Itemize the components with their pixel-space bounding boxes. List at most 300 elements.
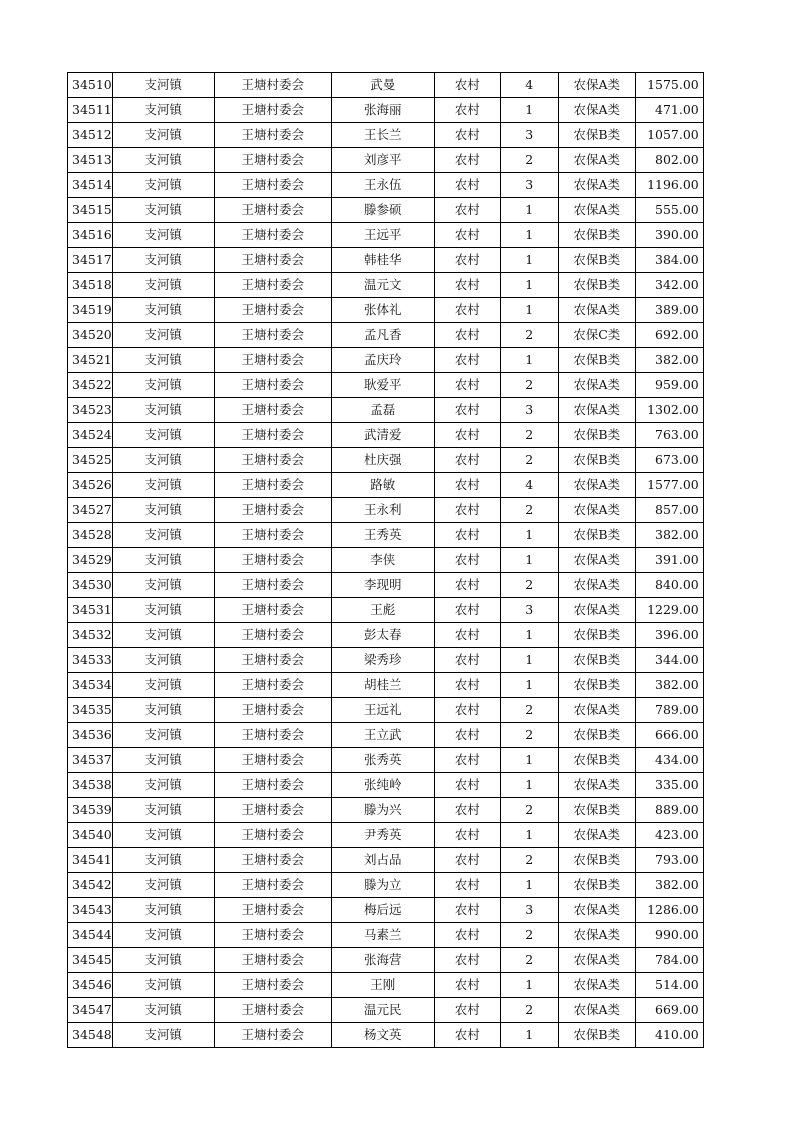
cell-count: 2 [500, 423, 558, 448]
cell-town: 支河镇 [112, 298, 214, 323]
cell-area: 农村 [434, 373, 500, 398]
cell-count: 1 [500, 823, 558, 848]
cell-id: 34514 [68, 173, 113, 198]
cell-area: 农村 [434, 248, 500, 273]
cell-committee: 王塘村委会 [214, 848, 331, 873]
cell-name: 王立武 [331, 723, 434, 748]
cell-committee: 王塘村委会 [214, 148, 331, 173]
cell-count: 1 [500, 748, 558, 773]
cell-area: 农村 [434, 123, 500, 148]
cell-id: 34521 [68, 348, 113, 373]
cell-name: 路敏 [331, 473, 434, 498]
cell-amount: 840.00 [635, 573, 703, 598]
cell-id: 34536 [68, 723, 113, 748]
cell-name: 彭太春 [331, 623, 434, 648]
table-row [68, 698, 704, 723]
cell-id: 34548 [68, 1023, 113, 1048]
cell-town: 支河镇 [112, 798, 214, 823]
cell-area: 农村 [434, 473, 500, 498]
cell-name: 李现明 [331, 573, 434, 598]
cell-committee: 王塘村委会 [214, 598, 331, 623]
cell-category: 农保B类 [558, 273, 635, 298]
cell-count: 1 [500, 673, 558, 698]
table-row [68, 448, 704, 473]
cell-id: 34510 [68, 73, 113, 98]
cell-id: 34547 [68, 998, 113, 1023]
cell-town: 支河镇 [112, 348, 214, 373]
cell-area: 农村 [434, 873, 500, 898]
cell-town: 支河镇 [112, 448, 214, 473]
cell-category: 农保A类 [558, 73, 635, 98]
cell-area: 农村 [434, 923, 500, 948]
cell-count: 1 [500, 548, 558, 573]
cell-committee: 王塘村委会 [214, 948, 331, 973]
cell-committee: 王塘村委会 [214, 123, 331, 148]
data-table [67, 72, 704, 1048]
cell-committee: 王塘村委会 [214, 348, 331, 373]
cell-name: 温元文 [331, 273, 434, 298]
table-row [68, 373, 704, 398]
cell-name: 孟凡香 [331, 323, 434, 348]
cell-name: 刘占品 [331, 848, 434, 873]
cell-town: 支河镇 [112, 223, 214, 248]
cell-name: 王刚 [331, 973, 434, 998]
cell-name: 温元民 [331, 998, 434, 1023]
cell-category: 农保A类 [558, 473, 635, 498]
table-row [68, 298, 704, 323]
cell-id: 34518 [68, 273, 113, 298]
cell-count: 2 [500, 923, 558, 948]
cell-id: 34532 [68, 623, 113, 648]
cell-town: 支河镇 [112, 823, 214, 848]
table-row [68, 348, 704, 373]
cell-id: 34533 [68, 648, 113, 673]
cell-area: 农村 [434, 523, 500, 548]
cell-count: 2 [500, 698, 558, 723]
cell-amount: 1196.00 [635, 173, 703, 198]
cell-amount: 857.00 [635, 498, 703, 523]
cell-name: 张秀英 [331, 748, 434, 773]
cell-town: 支河镇 [112, 598, 214, 623]
cell-id: 34540 [68, 823, 113, 848]
cell-category: 农保A类 [558, 823, 635, 848]
cell-count: 2 [500, 373, 558, 398]
cell-name: 耿爱平 [331, 373, 434, 398]
cell-id: 34522 [68, 373, 113, 398]
cell-town: 支河镇 [112, 323, 214, 348]
cell-count: 1 [500, 773, 558, 798]
cell-area: 农村 [434, 648, 500, 673]
cell-committee: 王塘村委会 [214, 498, 331, 523]
cell-id: 34542 [68, 873, 113, 898]
cell-committee: 王塘村委会 [214, 473, 331, 498]
cell-area: 农村 [434, 848, 500, 873]
cell-town: 支河镇 [112, 973, 214, 998]
cell-name: 王远平 [331, 223, 434, 248]
table-row [68, 1023, 704, 1048]
table-row [68, 848, 704, 873]
cell-id: 34527 [68, 498, 113, 523]
cell-category: 农保A类 [558, 598, 635, 623]
cell-count: 2 [500, 798, 558, 823]
cell-name: 梁秀珍 [331, 648, 434, 673]
table-row [68, 98, 704, 123]
cell-name: 滕参硕 [331, 198, 434, 223]
cell-category: 农保C类 [558, 323, 635, 348]
cell-name: 王永伍 [331, 173, 434, 198]
cell-town: 支河镇 [112, 248, 214, 273]
cell-town: 支河镇 [112, 573, 214, 598]
cell-category: 农保B类 [558, 623, 635, 648]
cell-name: 武曼 [331, 73, 434, 98]
cell-count: 3 [500, 598, 558, 623]
cell-amount: 335.00 [635, 773, 703, 798]
cell-category: 农保A类 [558, 948, 635, 973]
cell-name: 张海丽 [331, 98, 434, 123]
cell-id: 34529 [68, 548, 113, 573]
cell-count: 1 [500, 248, 558, 273]
table-row [68, 323, 704, 348]
cell-count: 2 [500, 323, 558, 348]
cell-committee: 王塘村委会 [214, 523, 331, 548]
cell-area: 农村 [434, 298, 500, 323]
table-row [68, 598, 704, 623]
cell-committee: 王塘村委会 [214, 973, 331, 998]
cell-count: 2 [500, 573, 558, 598]
cell-town: 支河镇 [112, 848, 214, 873]
cell-area: 农村 [434, 73, 500, 98]
table-row [68, 198, 704, 223]
cell-area: 农村 [434, 498, 500, 523]
cell-amount: 514.00 [635, 973, 703, 998]
cell-category: 农保A类 [558, 998, 635, 1023]
cell-committee: 王塘村委会 [214, 98, 331, 123]
cell-amount: 342.00 [635, 273, 703, 298]
cell-committee: 王塘村委会 [214, 798, 331, 823]
cell-committee: 王塘村委会 [214, 223, 331, 248]
cell-count: 1 [500, 623, 558, 648]
cell-count: 2 [500, 948, 558, 973]
cell-id: 34534 [68, 673, 113, 698]
table-row [68, 398, 704, 423]
cell-town: 支河镇 [112, 748, 214, 773]
cell-area: 农村 [434, 1023, 500, 1048]
cell-count: 1 [500, 298, 558, 323]
table-row [68, 798, 704, 823]
cell-committee: 王塘村委会 [214, 1023, 331, 1048]
cell-town: 支河镇 [112, 698, 214, 723]
cell-count: 4 [500, 473, 558, 498]
cell-amount: 382.00 [635, 873, 703, 898]
cell-area: 农村 [434, 723, 500, 748]
cell-area: 农村 [434, 198, 500, 223]
cell-committee: 王塘村委会 [214, 673, 331, 698]
cell-id: 34515 [68, 198, 113, 223]
cell-area: 农村 [434, 423, 500, 448]
cell-amount: 1057.00 [635, 123, 703, 148]
cell-category: 农保B类 [558, 748, 635, 773]
cell-category: 农保B类 [558, 1023, 635, 1048]
cell-id: 34516 [68, 223, 113, 248]
cell-amount: 990.00 [635, 923, 703, 948]
cell-town: 支河镇 [112, 523, 214, 548]
cell-count: 1 [500, 973, 558, 998]
cell-id: 34524 [68, 423, 113, 448]
cell-count: 4 [500, 73, 558, 98]
cell-name: 王远礼 [331, 698, 434, 723]
cell-category: 农保A类 [558, 398, 635, 423]
cell-id: 34531 [68, 598, 113, 623]
cell-committee: 王塘村委会 [214, 298, 331, 323]
cell-amount: 889.00 [635, 798, 703, 823]
cell-committee: 王塘村委会 [214, 873, 331, 898]
cell-amount: 692.00 [635, 323, 703, 348]
cell-name: 王永利 [331, 498, 434, 523]
cell-name: 韩桂华 [331, 248, 434, 273]
table-body [68, 73, 704, 1048]
cell-name: 孟磊 [331, 398, 434, 423]
table-row [68, 748, 704, 773]
table-row [68, 523, 704, 548]
cell-committee: 王塘村委会 [214, 198, 331, 223]
cell-id: 34539 [68, 798, 113, 823]
cell-id: 34523 [68, 398, 113, 423]
cell-area: 农村 [434, 173, 500, 198]
cell-area: 农村 [434, 673, 500, 698]
cell-name: 尹秀英 [331, 823, 434, 848]
table-row [68, 648, 704, 673]
cell-town: 支河镇 [112, 73, 214, 98]
cell-name: 王彪 [331, 598, 434, 623]
cell-area: 农村 [434, 598, 500, 623]
cell-name: 梅后远 [331, 898, 434, 923]
cell-town: 支河镇 [112, 498, 214, 523]
cell-category: 农保A类 [558, 773, 635, 798]
table-row [68, 498, 704, 523]
cell-committee: 王塘村委会 [214, 923, 331, 948]
table-row [68, 973, 704, 998]
table-row [68, 548, 704, 573]
cell-count: 3 [500, 173, 558, 198]
cell-category: 农保B类 [558, 673, 635, 698]
cell-name: 张纯岭 [331, 773, 434, 798]
cell-category: 农保B类 [558, 723, 635, 748]
cell-category: 农保B类 [558, 873, 635, 898]
cell-amount: 784.00 [635, 948, 703, 973]
cell-category: 农保A类 [558, 98, 635, 123]
cell-category: 农保A类 [558, 173, 635, 198]
cell-category: 农保B类 [558, 248, 635, 273]
cell-count: 1 [500, 523, 558, 548]
cell-committee: 王塘村委会 [214, 273, 331, 298]
cell-town: 支河镇 [112, 948, 214, 973]
cell-area: 农村 [434, 273, 500, 298]
table-row [68, 473, 704, 498]
cell-id: 34535 [68, 698, 113, 723]
cell-town: 支河镇 [112, 373, 214, 398]
cell-id: 34530 [68, 573, 113, 598]
cell-amount: 382.00 [635, 348, 703, 373]
cell-name: 李侠 [331, 548, 434, 573]
cell-id: 34519 [68, 298, 113, 323]
cell-count: 3 [500, 398, 558, 423]
cell-name: 孟庆玲 [331, 348, 434, 373]
cell-name: 王长兰 [331, 123, 434, 148]
table-row [68, 148, 704, 173]
table-row [68, 948, 704, 973]
table-row [68, 923, 704, 948]
cell-area: 农村 [434, 548, 500, 573]
cell-id: 34511 [68, 98, 113, 123]
cell-amount: 423.00 [635, 823, 703, 848]
cell-count: 1 [500, 348, 558, 373]
table-row [68, 623, 704, 648]
cell-count: 3 [500, 898, 558, 923]
cell-committee: 王塘村委会 [214, 548, 331, 573]
cell-id: 34546 [68, 973, 113, 998]
cell-committee: 王塘村委会 [214, 373, 331, 398]
cell-amount: 384.00 [635, 248, 703, 273]
cell-area: 农村 [434, 698, 500, 723]
table-row [68, 123, 704, 148]
table-row [68, 723, 704, 748]
cell-committee: 王塘村委会 [214, 448, 331, 473]
cell-amount: 1286.00 [635, 898, 703, 923]
cell-count: 3 [500, 123, 558, 148]
cell-amount: 666.00 [635, 723, 703, 748]
cell-town: 支河镇 [112, 123, 214, 148]
cell-area: 农村 [434, 323, 500, 348]
cell-name: 张体礼 [331, 298, 434, 323]
cell-category: 农保A类 [558, 698, 635, 723]
cell-area: 农村 [434, 98, 500, 123]
cell-town: 支河镇 [112, 1023, 214, 1048]
cell-committee: 王塘村委会 [214, 648, 331, 673]
table-row [68, 898, 704, 923]
cell-id: 34544 [68, 923, 113, 948]
cell-committee: 王塘村委会 [214, 748, 331, 773]
cell-name: 滕为兴 [331, 798, 434, 823]
cell-category: 农保B类 [558, 848, 635, 873]
cell-amount: 669.00 [635, 998, 703, 1023]
cell-area: 农村 [434, 773, 500, 798]
cell-committee: 王塘村委会 [214, 723, 331, 748]
table-row [68, 248, 704, 273]
cell-town: 支河镇 [112, 623, 214, 648]
cell-id: 34520 [68, 323, 113, 348]
cell-town: 支河镇 [112, 98, 214, 123]
cell-area: 农村 [434, 748, 500, 773]
table-row [68, 773, 704, 798]
table-row [68, 273, 704, 298]
table-row [68, 223, 704, 248]
cell-amount: 959.00 [635, 373, 703, 398]
cell-committee: 王塘村委会 [214, 623, 331, 648]
cell-count: 2 [500, 723, 558, 748]
cell-area: 农村 [434, 448, 500, 473]
cell-town: 支河镇 [112, 673, 214, 698]
cell-id: 34538 [68, 773, 113, 798]
table-row [68, 998, 704, 1023]
cell-id: 34543 [68, 898, 113, 923]
cell-category: 农保A类 [558, 573, 635, 598]
cell-category: 农保A类 [558, 548, 635, 573]
cell-committee: 王塘村委会 [214, 823, 331, 848]
cell-id: 34541 [68, 848, 113, 873]
table-row [68, 673, 704, 698]
cell-count: 2 [500, 148, 558, 173]
cell-town: 支河镇 [112, 173, 214, 198]
cell-area: 农村 [434, 823, 500, 848]
table-row [68, 823, 704, 848]
cell-town: 支河镇 [112, 648, 214, 673]
cell-amount: 471.00 [635, 98, 703, 123]
cell-category: 农保A类 [558, 148, 635, 173]
cell-amount: 382.00 [635, 673, 703, 698]
cell-amount: 802.00 [635, 148, 703, 173]
cell-category: 农保B类 [558, 448, 635, 473]
cell-amount: 1229.00 [635, 598, 703, 623]
cell-amount: 673.00 [635, 448, 703, 473]
cell-amount: 382.00 [635, 523, 703, 548]
cell-amount: 410.00 [635, 1023, 703, 1048]
cell-amount: 793.00 [635, 848, 703, 873]
cell-amount: 396.00 [635, 623, 703, 648]
cell-amount: 389.00 [635, 298, 703, 323]
cell-name: 杨文英 [331, 1023, 434, 1048]
cell-category: 农保B类 [558, 523, 635, 548]
cell-town: 支河镇 [112, 773, 214, 798]
cell-area: 农村 [434, 148, 500, 173]
cell-amount: 390.00 [635, 223, 703, 248]
cell-town: 支河镇 [112, 923, 214, 948]
cell-name: 刘彦平 [331, 148, 434, 173]
cell-committee: 王塘村委会 [214, 698, 331, 723]
cell-name: 王秀英 [331, 523, 434, 548]
cell-area: 农村 [434, 798, 500, 823]
cell-count: 1 [500, 648, 558, 673]
cell-name: 武清爱 [331, 423, 434, 448]
cell-count: 1 [500, 223, 558, 248]
cell-area: 农村 [434, 998, 500, 1023]
cell-town: 支河镇 [112, 548, 214, 573]
cell-area: 农村 [434, 623, 500, 648]
table-row [68, 423, 704, 448]
cell-name: 马素兰 [331, 923, 434, 948]
cell-town: 支河镇 [112, 273, 214, 298]
cell-name: 张海营 [331, 948, 434, 973]
cell-id: 34517 [68, 248, 113, 273]
cell-town: 支河镇 [112, 998, 214, 1023]
cell-category: 农保A类 [558, 923, 635, 948]
cell-area: 农村 [434, 223, 500, 248]
cell-count: 2 [500, 998, 558, 1023]
table-row [68, 573, 704, 598]
cell-count: 1 [500, 198, 558, 223]
cell-id: 34526 [68, 473, 113, 498]
cell-committee: 王塘村委会 [214, 573, 331, 598]
cell-count: 2 [500, 498, 558, 523]
cell-id: 34528 [68, 523, 113, 548]
cell-committee: 王塘村委会 [214, 423, 331, 448]
table-row [68, 173, 704, 198]
cell-category: 农保B类 [558, 423, 635, 448]
cell-count: 1 [500, 873, 558, 898]
cell-id: 34525 [68, 448, 113, 473]
cell-area: 农村 [434, 398, 500, 423]
cell-amount: 1302.00 [635, 398, 703, 423]
cell-id: 34537 [68, 748, 113, 773]
